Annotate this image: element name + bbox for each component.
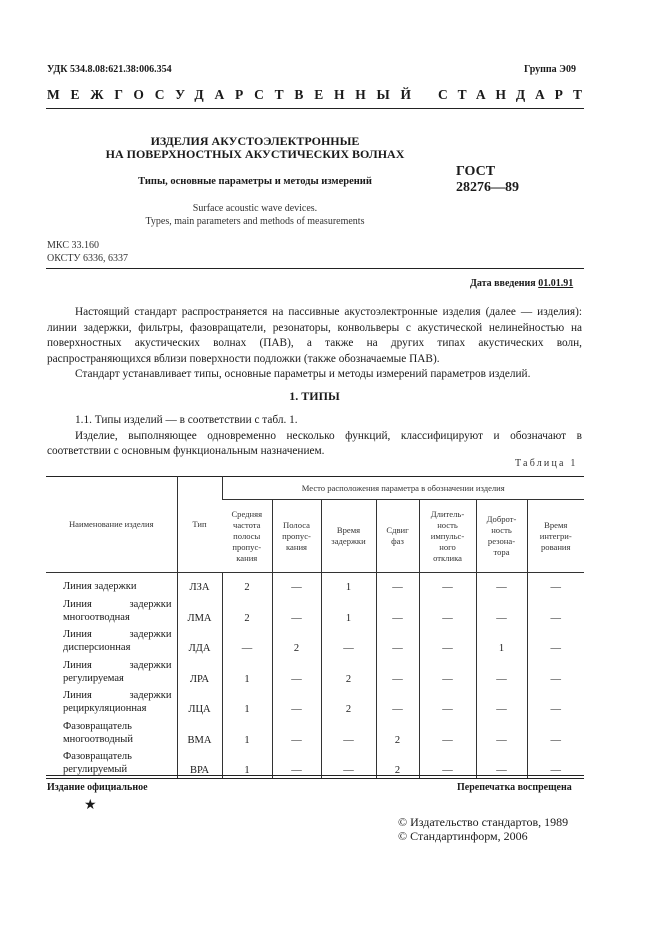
header-param-4: Сдвиг фаз (376, 500, 419, 573)
row-value: 2 (376, 717, 419, 748)
table-row (46, 595, 584, 626)
row-value: — (376, 626, 419, 657)
row-value: — (272, 687, 321, 718)
row-name: Фазовращатель регулируемый (46, 748, 177, 779)
row-value: — (222, 626, 272, 657)
paragraph-establishes: Стандарт устанавливает типы, основные параметры и методы измерений параметров изделий. (75, 368, 531, 381)
row-type: ЛДА (177, 626, 222, 657)
table-row (46, 748, 584, 779)
clause-text (47, 413, 582, 460)
gost-number: 28276—89 (456, 180, 519, 195)
header-rule (46, 108, 584, 109)
paragraph-scope: Настоящий стандарт распространяется на пассивные акустоэлектронные изделия (далее — изделия): линии задержки, фильтры, фазовращатели, резонаторы, конвольверы с акустической нелинейностью на поверхностных акустических волнах (ПАВ), а также на других типах акустических волн, распространяющихся вблизи поверхности подложки (также обозначаемые ПАВ). (47, 306, 582, 365)
header-param-2: Полоса пропус-кания (272, 500, 321, 573)
header-name: Наименование изделия (68, 519, 154, 529)
row-value: — (376, 656, 419, 687)
section-heading-types: 1. ТИПЫ (289, 389, 340, 403)
intro-date-label: Дата введения (470, 278, 536, 289)
header-param-3: Время задержки (321, 500, 376, 573)
row-value: — (272, 717, 321, 748)
title-subtitle: Типы, основные параметры и методы измерений (138, 176, 372, 187)
row-value: 1 (321, 595, 376, 626)
row-value: 1 (222, 656, 272, 687)
title-english-2: Types, main parameters and methods of measurements (145, 216, 365, 227)
row-value: 2 (376, 748, 419, 779)
header-param-6: Доброт-ность резона-тора (476, 500, 527, 573)
title-line-1: ИЗДЕЛИЯ АКУСТОЭЛЕКТРОННЫЕ (150, 134, 360, 148)
row-value: — (527, 748, 584, 779)
title-line-2: НА ПОВЕРХНОСТНЫХ АКУСТИЧЕСКИХ ВОЛНАХ (105, 147, 405, 161)
official-edition: Издание официальное (47, 782, 148, 793)
table-row (46, 626, 584, 657)
footer-rule (46, 775, 584, 776)
group-code: Группа Э09 (524, 64, 576, 75)
intro-date-value: 01.01.91 (538, 278, 574, 289)
table-row (46, 656, 584, 687)
gost-label: ГОСТ (456, 164, 496, 179)
row-value: — (527, 687, 584, 718)
table-row (46, 687, 584, 718)
table-row (46, 573, 584, 596)
row-value: — (419, 687, 476, 718)
row-value: — (527, 573, 584, 596)
banner-interstate: МЕЖГОСУДАРСТВЕННЫЙ (47, 87, 422, 102)
table-body (46, 573, 584, 779)
table-label: Таблица 1 (515, 458, 578, 469)
row-value: — (321, 626, 376, 657)
mks-code: МКС 33.160 (47, 240, 99, 251)
row-value: 1 (222, 748, 272, 779)
row-value: — (376, 687, 419, 718)
row-value: 2 (222, 595, 272, 626)
row-value: 2 (272, 626, 321, 657)
row-type: ВМА (177, 717, 222, 748)
row-value: — (527, 656, 584, 687)
row-type: ЛМА (177, 595, 222, 626)
row-value: — (419, 595, 476, 626)
row-value: — (321, 748, 376, 779)
copyright-1989: © Издательство стандартов, 1989 (398, 815, 569, 829)
intro-date (470, 278, 573, 289)
row-value: — (527, 595, 584, 626)
row-type: ЛЦА (177, 687, 222, 718)
row-value: — (476, 595, 527, 626)
row-value: — (419, 717, 476, 748)
paragraph-classification: Изделие, выполняющее одновременно несколько функций, классифицируют и обозначают в соответствии с основным функциональным назначением. (47, 429, 582, 458)
row-value: — (419, 656, 476, 687)
reprint-forbidden: Перепечатка воспрещена (457, 782, 572, 793)
udk-code: УДК 534.8.08:621.38:006.354 (47, 64, 172, 75)
table-row (46, 717, 584, 748)
classification-rule (46, 268, 584, 269)
row-name: Линия задержки многоотводная (63, 598, 172, 623)
copyright-2006: © Стандартинформ, 2006 (398, 829, 528, 843)
row-value: 2 (222, 573, 272, 596)
header-param-1: Средняя частота полосы пропус-кания (231, 508, 263, 563)
row-type: ЛРА (177, 656, 222, 687)
header-param-5: Длитель-ность импульс-ного отклика (419, 500, 476, 573)
row-name: Линия задержки регулируемая (63, 659, 172, 684)
row-value: — (272, 748, 321, 779)
header-param-7: Время интегри-рования (527, 500, 584, 573)
row-value: — (476, 656, 527, 687)
row-value: 2 (321, 687, 376, 718)
row-value: — (419, 748, 476, 779)
row-type: ЛЗА (177, 573, 222, 596)
row-value: — (476, 687, 527, 718)
row-name: Линия задержки (63, 581, 137, 592)
header-type: Тип (177, 477, 222, 573)
star-icon: ★ (84, 798, 97, 813)
row-name: Линия задержки дисперсионная (63, 629, 172, 653)
row-value: — (376, 595, 419, 626)
row-value: — (476, 573, 527, 596)
clause-1-1: 1.1. Типы изделий — в соответствии с табл. 1. (75, 414, 298, 426)
row-value: 1 (476, 626, 527, 657)
row-value: — (272, 573, 321, 596)
row-value: — (476, 717, 527, 748)
row-type: ВРА (177, 748, 222, 779)
header-group: Место расположения параметра в обозначении изделия (222, 477, 584, 500)
row-name: Линия задержки рециркуляционная (63, 690, 172, 714)
row-value: — (272, 595, 321, 626)
row-value: — (419, 626, 476, 657)
intro-text (47, 305, 582, 383)
row-value: — (419, 573, 476, 596)
row-value: — (527, 626, 584, 657)
row-value: 2 (321, 656, 376, 687)
types-table (46, 476, 584, 779)
row-name: Фазовращатель многоотводный (63, 720, 133, 745)
row-value: — (321, 717, 376, 748)
row-value: 1 (321, 573, 376, 596)
row-value: — (476, 748, 527, 779)
row-value: — (272, 656, 321, 687)
row-value: 1 (222, 687, 272, 718)
row-value: — (376, 573, 419, 596)
okstu-code: ОКСТУ 6336, 6337 (47, 253, 129, 264)
banner-standard: СТАНДАРТ (438, 87, 592, 102)
row-value: — (527, 717, 584, 748)
row-value: 1 (222, 717, 272, 748)
title-english-1: Surface acoustic wave devices. (192, 203, 318, 214)
